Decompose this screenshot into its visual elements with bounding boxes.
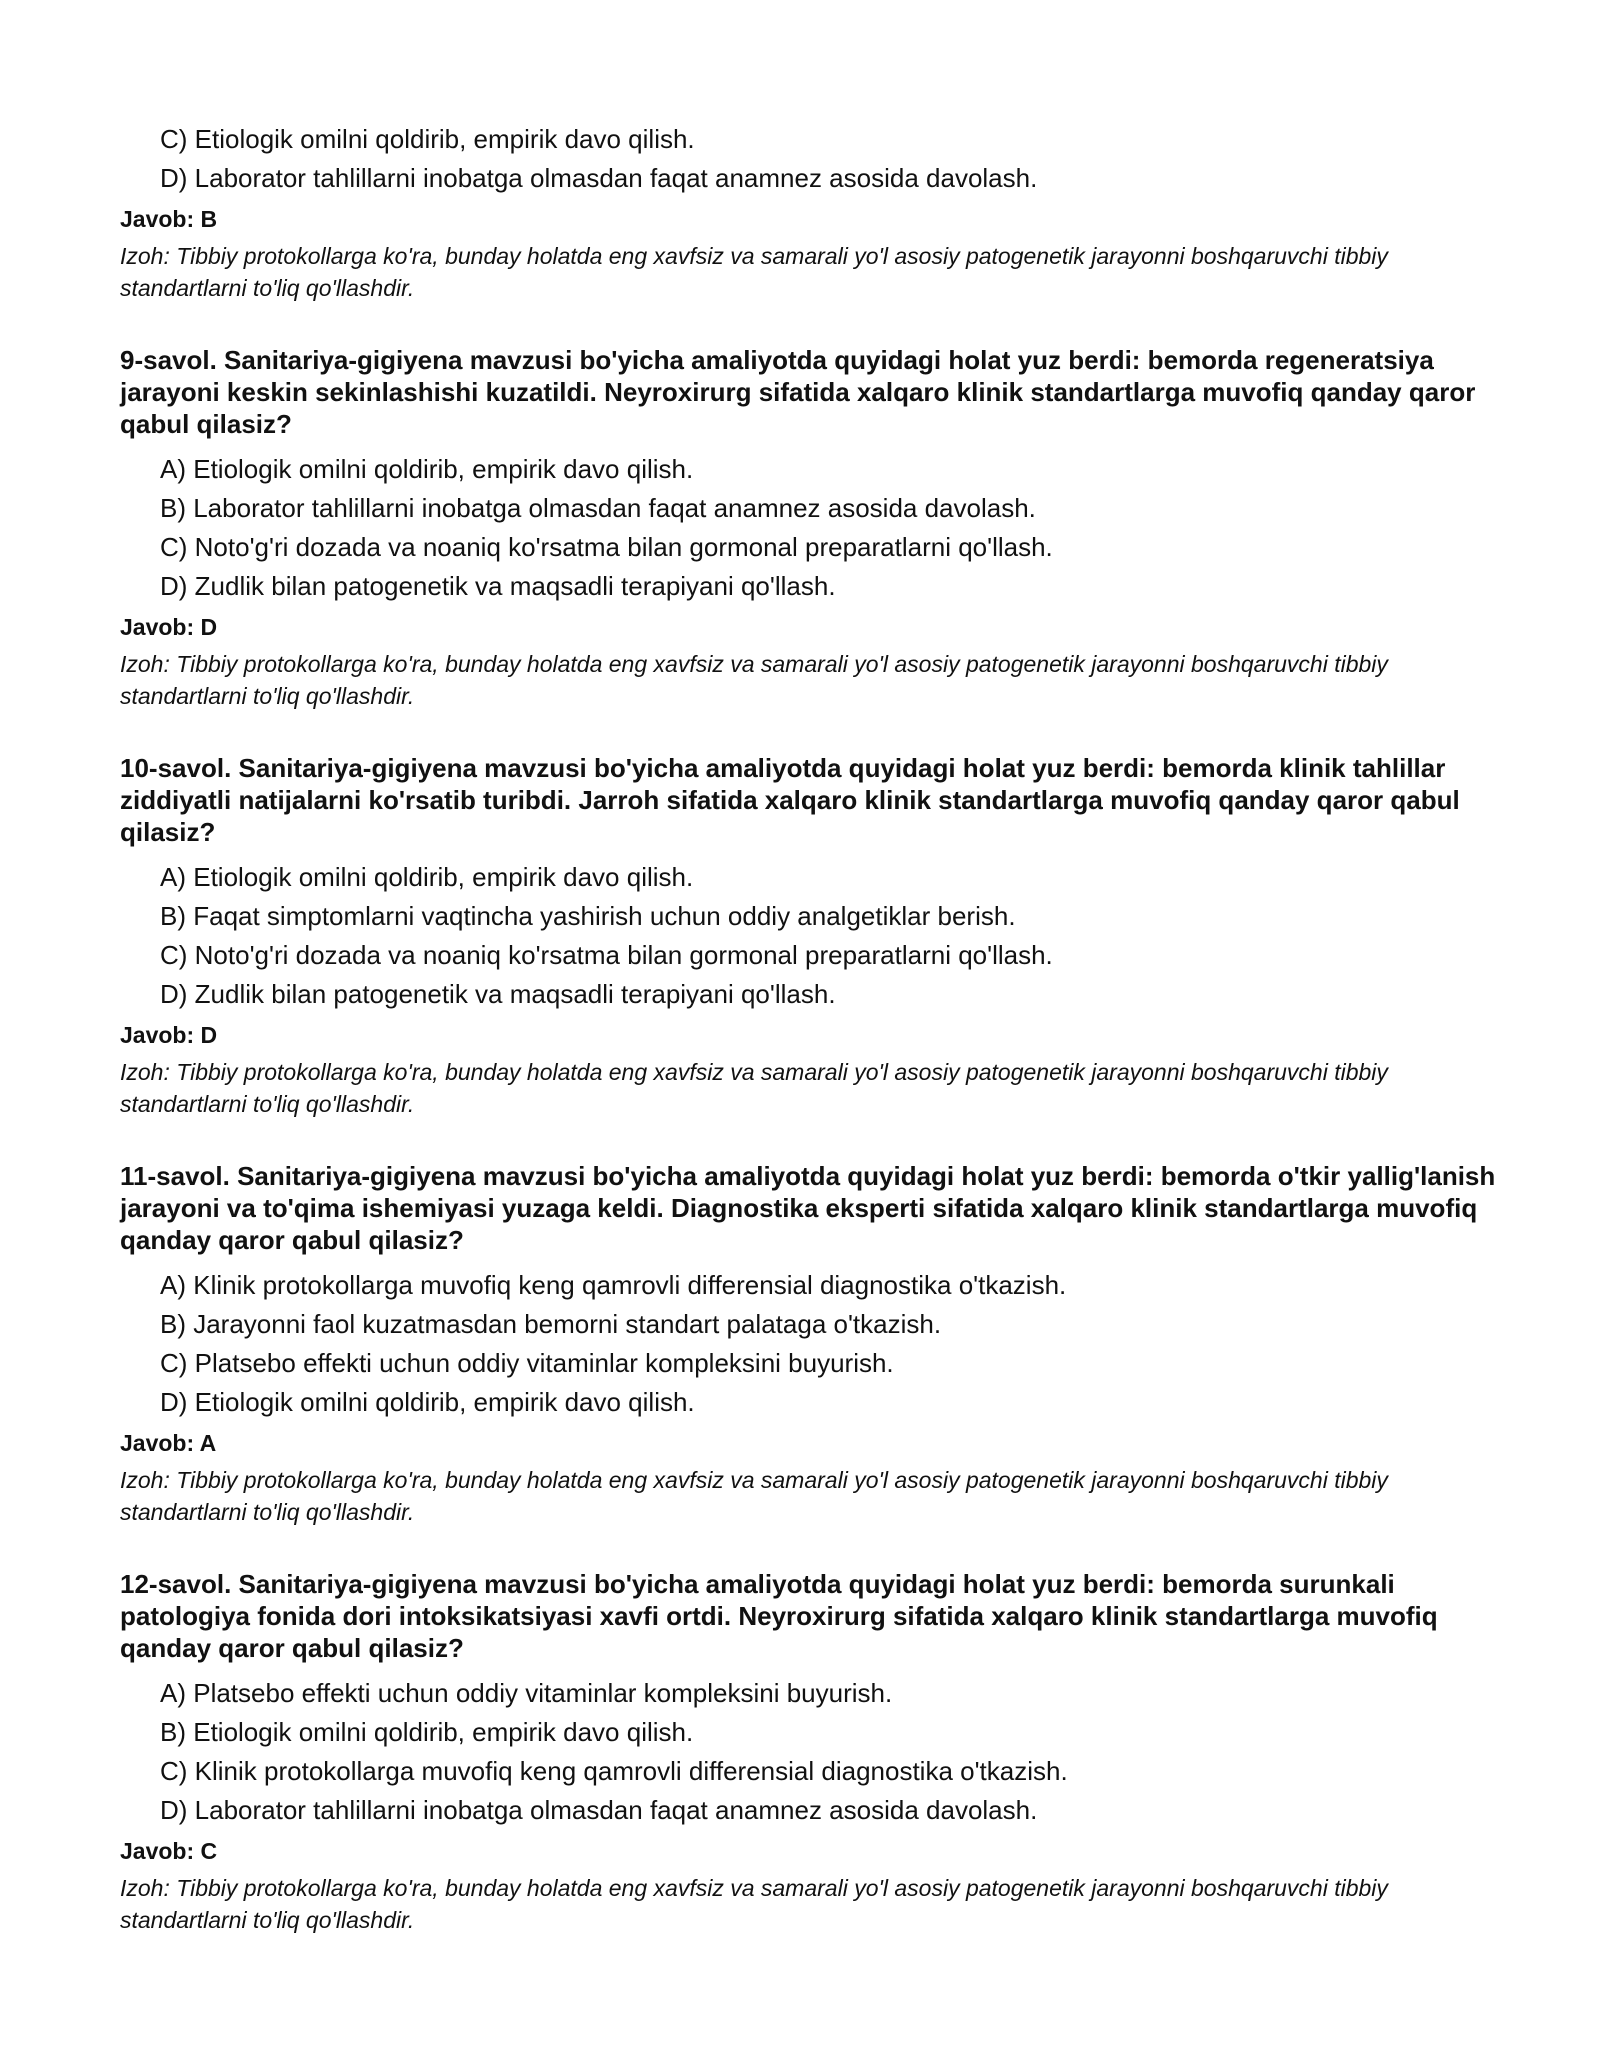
correct-answer: Javob: B: [120, 206, 218, 232]
explanation-note: Izoh: Tibbiy protokollarga ko'ra, bunday holatda eng xavfsiz va samarali yo'l asosiy patogenetik jarayonni boshqaruvchi tibbiy standartlarni to'liq qo'llashdir.: [120, 1467, 1388, 1525]
question-text: 11-savol. Sanitariya-gigiyena mavzusi bo'yicha amaliyotda quyidagi holat yuz berdi: bemorda o'tkir yallig'lanish jarayoni va to'qima ishemiyasi yuzaga keldi. Diagnostika eksperti sifatida xalqaro klinik standartlarga muvofiq qanday qaror qabul qilasiz?: [120, 1161, 1496, 1255]
answer-option: C) Noto'g'ri dozada va noaniq ko'rsatma bilan gormonal preparatlarni qo'llash.: [160, 532, 1053, 562]
answer-option: B) Faqat simptomlarni vaqtincha yashirish uchun oddiy analgetiklar berish.: [160, 901, 1016, 931]
answer-option: D) Laborator tahlillarni inobatga olmasdan faqat anamnez asosida davolash.: [160, 163, 1038, 193]
correct-answer: Javob: C: [120, 1838, 218, 1864]
question-8-tail: [120, 120, 1500, 304]
answer-option: A) Etiologik omilni qoldirib, empirik davo qilish.: [160, 862, 694, 892]
question-10: [120, 752, 1500, 1120]
answer-option: B) Etiologik omilni qoldirib, empirik davo qilish.: [160, 1717, 694, 1747]
answer-option: C) Etiologik omilni qoldirib, empirik davo qilish.: [160, 124, 695, 154]
explanation-note: Izoh: Tibbiy protokollarga ko'ra, bunday holatda eng xavfsiz va samarali yo'l asosiy patogenetik jarayonni boshqaruvchi tibbiy standartlarni to'liq qo'llashdir.: [120, 1875, 1388, 1933]
answer-option: B) Jarayonni faol kuzatmasdan bemorni standart palataga o'tkazish.: [160, 1309, 942, 1339]
answer-option: C) Platsebo effekti uchun oddiy vitaminlar kompleksini buyurish.: [160, 1348, 894, 1378]
question-text: 12-savol. Sanitariya-gigiyena mavzusi bo'yicha amaliyotda quyidagi holat yuz berdi: bemorda surunkali patologiya fonida dori intoksikatsiyasi xavfi ortdi. Neyroxirurg sifatida xalqaro klinik standartlarga muvofiq qanday qaror qabul qilasiz?: [120, 1569, 1438, 1663]
answer-option: A) Etiologik omilni qoldirib, empirik davo qilish.: [160, 454, 694, 484]
question-text: 10-savol. Sanitariya-gigiyena mavzusi bo'yicha amaliyotda quyidagi holat yuz berdi: bemorda klinik tahlillar ziddiyatli natijalarni ko'rsatib turibdi. Jarroh sifatida xalqaro klinik standartlarga muvofiq qanday qaror qabul qilasiz?: [120, 753, 1460, 847]
answer-option: D) Laborator tahlillarni inobatga olmasdan faqat anamnez asosida davolash.: [160, 1795, 1038, 1825]
answer-option: C) Noto'g'ri dozada va noaniq ko'rsatma bilan gormonal preparatlarni qo'llash.: [160, 940, 1053, 970]
correct-answer: Javob: D: [120, 1022, 218, 1048]
answer-option: C) Klinik protokollarga muvofiq keng qamrovli differensial diagnostika o'tkazish.: [160, 1756, 1068, 1786]
correct-answer: Javob: A: [120, 1430, 217, 1456]
question-9: [120, 344, 1500, 712]
answer-option: D) Zudlik bilan patogenetik va maqsadli terapiyani qo'llash.: [160, 571, 836, 601]
answer-option: D) Zudlik bilan patogenetik va maqsadli terapiyani qo'llash.: [160, 979, 836, 1009]
answer-option: D) Etiologik omilni qoldirib, empirik davo qilish.: [160, 1387, 695, 1417]
answer-option: A) Klinik protokollarga muvofiq keng qamrovli differensial diagnostika o'tkazish.: [160, 1270, 1067, 1300]
question-12: [120, 1568, 1500, 1936]
question-text: 9-savol. Sanitariya-gigiyena mavzusi bo'yicha amaliyotda quyidagi holat yuz berdi: bemorda regeneratsiya jarayoni keskin sekinlashishi kuzatildi. Neyroxirurg sifatida xalqaro klinik standartlarga muvofiq qanday qaror qabul qilasiz?: [120, 345, 1476, 439]
question-11: [120, 1160, 1500, 1528]
explanation-note: Izoh: Tibbiy protokollarga ko'ra, bunday holatda eng xavfsiz va samarali yo'l asosiy patogenetik jarayonni boshqaruvchi tibbiy standartlarni to'liq qo'llashdir.: [120, 243, 1388, 301]
correct-answer: Javob: D: [120, 614, 218, 640]
explanation-note: Izoh: Tibbiy protokollarga ko'ra, bunday holatda eng xavfsiz va samarali yo'l asosiy patogenetik jarayonni boshqaruvchi tibbiy standartlarni to'liq qo'llashdir.: [120, 651, 1388, 709]
document-page: [120, 120, 1500, 1936]
answer-option: B) Laborator tahlillarni inobatga olmasdan faqat anamnez asosida davolash.: [160, 493, 1036, 523]
answer-option: A) Platsebo effekti uchun oddiy vitaminlar kompleksini buyurish.: [160, 1678, 893, 1708]
explanation-note: Izoh: Tibbiy protokollarga ko'ra, bunday holatda eng xavfsiz va samarali yo'l asosiy patogenetik jarayonni boshqaruvchi tibbiy standartlarni to'liq qo'llashdir.: [120, 1059, 1388, 1117]
